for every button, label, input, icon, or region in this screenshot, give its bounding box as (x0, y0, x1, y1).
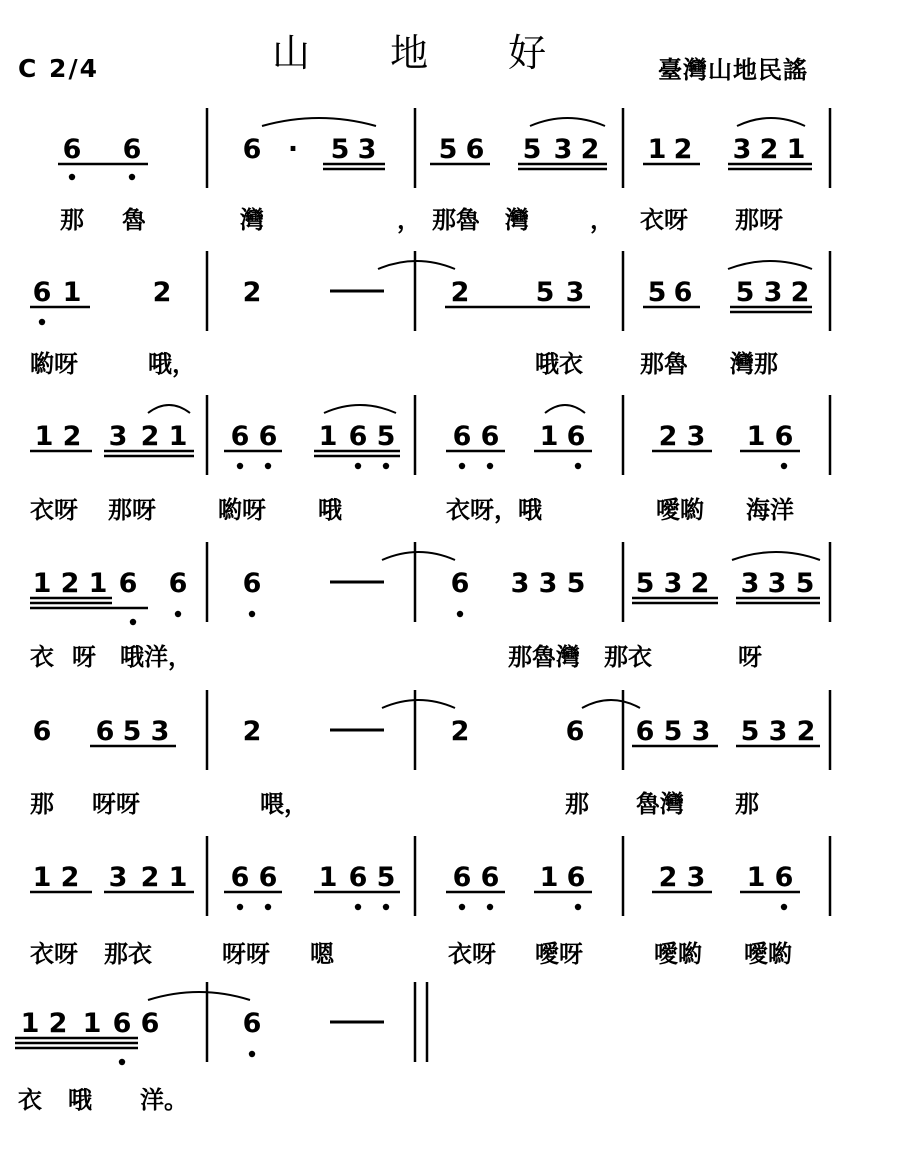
octave-dot (487, 463, 493, 469)
note: 3 (108, 862, 128, 893)
note: 6 (168, 568, 188, 599)
octave-dot (459, 463, 465, 469)
slur-arc (728, 261, 812, 269)
lyric: 那魯灣 (508, 643, 580, 671)
octave-dot (175, 611, 181, 617)
note: 5 (376, 421, 396, 452)
lyric: ， (590, 206, 614, 234)
slur-arc (148, 405, 190, 413)
note: 3 (357, 134, 377, 165)
note: 3 (740, 568, 760, 599)
octave-dot (130, 619, 136, 625)
note: 3 (732, 134, 752, 165)
lyric: 喲呀 (218, 496, 266, 524)
note: 6 (62, 134, 82, 165)
note: 1 (539, 862, 559, 893)
note: 5 (330, 134, 350, 165)
note: 2 (580, 134, 600, 165)
note: 6 (118, 568, 138, 599)
note: 6 (565, 716, 585, 747)
slur-arc (732, 552, 820, 560)
note: 6 (258, 862, 278, 893)
note: 2 (673, 134, 693, 165)
note: 1 (786, 134, 806, 165)
note: 6 (450, 568, 470, 599)
lyric: 那 (60, 206, 84, 234)
note: 6 (673, 277, 693, 308)
lyric: 哦 (68, 1086, 92, 1114)
slur-arc (582, 700, 640, 708)
slur-arc (737, 118, 805, 126)
note: 2 (62, 421, 82, 452)
octave-dot (781, 463, 787, 469)
note: 5 (735, 277, 755, 308)
lyric: 哦， (148, 350, 196, 378)
octave-dot (355, 463, 361, 469)
note: 2 (152, 277, 172, 308)
lyric: 那 (565, 790, 589, 818)
slur-arc (262, 118, 376, 126)
slur-arc (324, 405, 396, 413)
note: 5 (795, 568, 815, 599)
lyric: 灣 (240, 206, 264, 234)
octave-dot (457, 611, 463, 617)
note: 2 (658, 421, 678, 452)
note: 6 (140, 1008, 160, 1039)
note: 2 (450, 277, 470, 308)
note: 2 (60, 862, 80, 893)
octave-dot (129, 174, 135, 180)
octave-dot (781, 904, 787, 910)
lyric: ， (397, 206, 421, 234)
octave-dot (355, 904, 361, 910)
note: 1 (318, 421, 338, 452)
note: 6 (348, 862, 368, 893)
note: 2 (242, 277, 262, 308)
octave-dot (383, 904, 389, 910)
note: 6 (242, 568, 262, 599)
lyrics-layer (18, 206, 794, 1114)
note: 1 (746, 421, 766, 452)
lyric: 那呀 (735, 206, 783, 234)
note: 6 (480, 421, 500, 452)
octave-dot (249, 611, 255, 617)
octave-dot (39, 319, 45, 325)
note: 3 (686, 862, 706, 893)
note: 1 (88, 568, 108, 599)
octave-dot (459, 904, 465, 910)
note: 3 (510, 568, 530, 599)
lyric: 魯 (122, 206, 146, 234)
note: 2 (140, 862, 160, 893)
lyric: 喲呀 (30, 350, 78, 378)
note: 2 (450, 716, 470, 747)
note: 3 (150, 716, 170, 747)
slur-arc (148, 992, 250, 1000)
note: 5 (647, 277, 667, 308)
note: 3 (565, 277, 585, 308)
lyric: 那魯 (640, 350, 688, 378)
note: 5 (566, 568, 586, 599)
octave-dot (119, 1059, 125, 1065)
note: 6 (348, 421, 368, 452)
lyric: 灣那 (730, 350, 778, 378)
octave-dot (237, 904, 243, 910)
note: 6 (230, 421, 250, 452)
note: 6 (465, 134, 485, 165)
note: 6 (258, 421, 278, 452)
lyric: 洋。 (140, 1086, 188, 1114)
lyric: 那呀 (108, 496, 156, 524)
note: 2 (658, 862, 678, 893)
lyric: 那魯 (432, 206, 480, 234)
note: 3 (763, 277, 783, 308)
octave-dot (487, 904, 493, 910)
note: 3 (538, 568, 558, 599)
note: 6 (566, 421, 586, 452)
note: 1 (539, 421, 559, 452)
note: 1 (32, 862, 52, 893)
note: 1 (34, 421, 54, 452)
note: 6 (480, 862, 500, 893)
lyric: 衣呀 (448, 940, 496, 968)
note: 6 (230, 862, 250, 893)
note: 2 (790, 277, 810, 308)
song-origin: 臺灣山地民謠 (658, 56, 808, 84)
lyric: 噯呀 (535, 940, 583, 968)
lyric: 呀呀 (92, 790, 140, 818)
lyric: 那 (30, 790, 54, 818)
note: 2 (242, 716, 262, 747)
octave-dot (575, 904, 581, 910)
lyric: 那衣 (604, 643, 652, 671)
note: 6 (774, 421, 794, 452)
notes-layer (21, 134, 816, 1039)
note: 6 (32, 716, 52, 747)
lyric: 衣 (18, 1086, 42, 1114)
lyric: 衣呀 (30, 496, 78, 524)
lyric: 魯灣 (636, 790, 684, 818)
note: 1 (168, 862, 188, 893)
octave-dot (265, 904, 271, 910)
note: 6 (112, 1008, 132, 1039)
octave-dot (237, 463, 243, 469)
key-signature: C 2/4 (18, 54, 99, 83)
note: 5 (122, 716, 142, 747)
note: 3 (768, 716, 788, 747)
note: 1 (647, 134, 667, 165)
note: 5 (376, 862, 396, 893)
slur-arc (382, 700, 455, 708)
lyric: 海洋 (746, 496, 794, 524)
note: 1 (318, 862, 338, 893)
lyric: 衣呀 (640, 206, 688, 234)
octave-dot (249, 1051, 255, 1057)
note: 6 (774, 862, 794, 893)
octave-dot (265, 463, 271, 469)
note: 1 (32, 568, 52, 599)
note: 3 (663, 568, 683, 599)
lyric: 呀呀 (222, 940, 270, 968)
lyric: 那 (735, 790, 759, 818)
lyric: 喂， (260, 790, 308, 818)
slur-arc (382, 552, 455, 560)
lyric: 衣 (30, 643, 54, 671)
slur-arc (378, 261, 455, 269)
song-title: 山 地 好 (272, 31, 581, 75)
note: 3 (553, 134, 573, 165)
lyric: 那衣 (104, 940, 152, 968)
slur-arc (530, 118, 605, 126)
note: 5 (740, 716, 760, 747)
note: 5 (635, 568, 655, 599)
note: 6 (452, 862, 472, 893)
lyric: 哦 (318, 496, 342, 524)
lyric: 哦洋， (120, 643, 192, 671)
lyric: 呀 (738, 643, 762, 671)
note: 6 (635, 716, 655, 747)
note: 1 (62, 277, 82, 308)
note: 1 (746, 862, 766, 893)
octave-dot (69, 174, 75, 180)
note: 6 (452, 421, 472, 452)
lyric: 噯喲 (654, 940, 702, 968)
note: 1 (82, 1008, 102, 1039)
note: 6 (242, 1008, 262, 1039)
note: 3 (686, 421, 706, 452)
note: 5 (438, 134, 458, 165)
note: 3 (108, 421, 128, 452)
lyric: 噯喲 (744, 940, 792, 968)
note: 5 (535, 277, 555, 308)
note: 5 (522, 134, 542, 165)
note: 6 (32, 277, 52, 308)
note: · (287, 134, 299, 165)
lyric: 哦衣 (535, 350, 583, 378)
note: 2 (690, 568, 710, 599)
note: 2 (48, 1008, 68, 1039)
note: 6 (242, 134, 262, 165)
lyric: 噯喲 (656, 496, 704, 524)
note: 2 (140, 421, 160, 452)
note: 2 (759, 134, 779, 165)
note: 6 (95, 716, 115, 747)
lyric: 灣 (505, 206, 529, 234)
octave-dot (575, 463, 581, 469)
lyric: 呀 (72, 643, 96, 671)
note: 3 (691, 716, 711, 747)
lyric: 衣呀 (30, 940, 78, 968)
note: 6 (566, 862, 586, 893)
note: 2 (796, 716, 816, 747)
note: 5 (663, 716, 683, 747)
note: 6 (122, 134, 142, 165)
lyric: 嗯 (310, 940, 334, 968)
octave-dot (383, 463, 389, 469)
slur-arc (545, 405, 585, 413)
note: 1 (20, 1008, 40, 1039)
lyric: 衣呀，哦 (446, 496, 542, 524)
note: 2 (60, 568, 80, 599)
note: 3 (767, 568, 787, 599)
note: 1 (168, 421, 188, 452)
